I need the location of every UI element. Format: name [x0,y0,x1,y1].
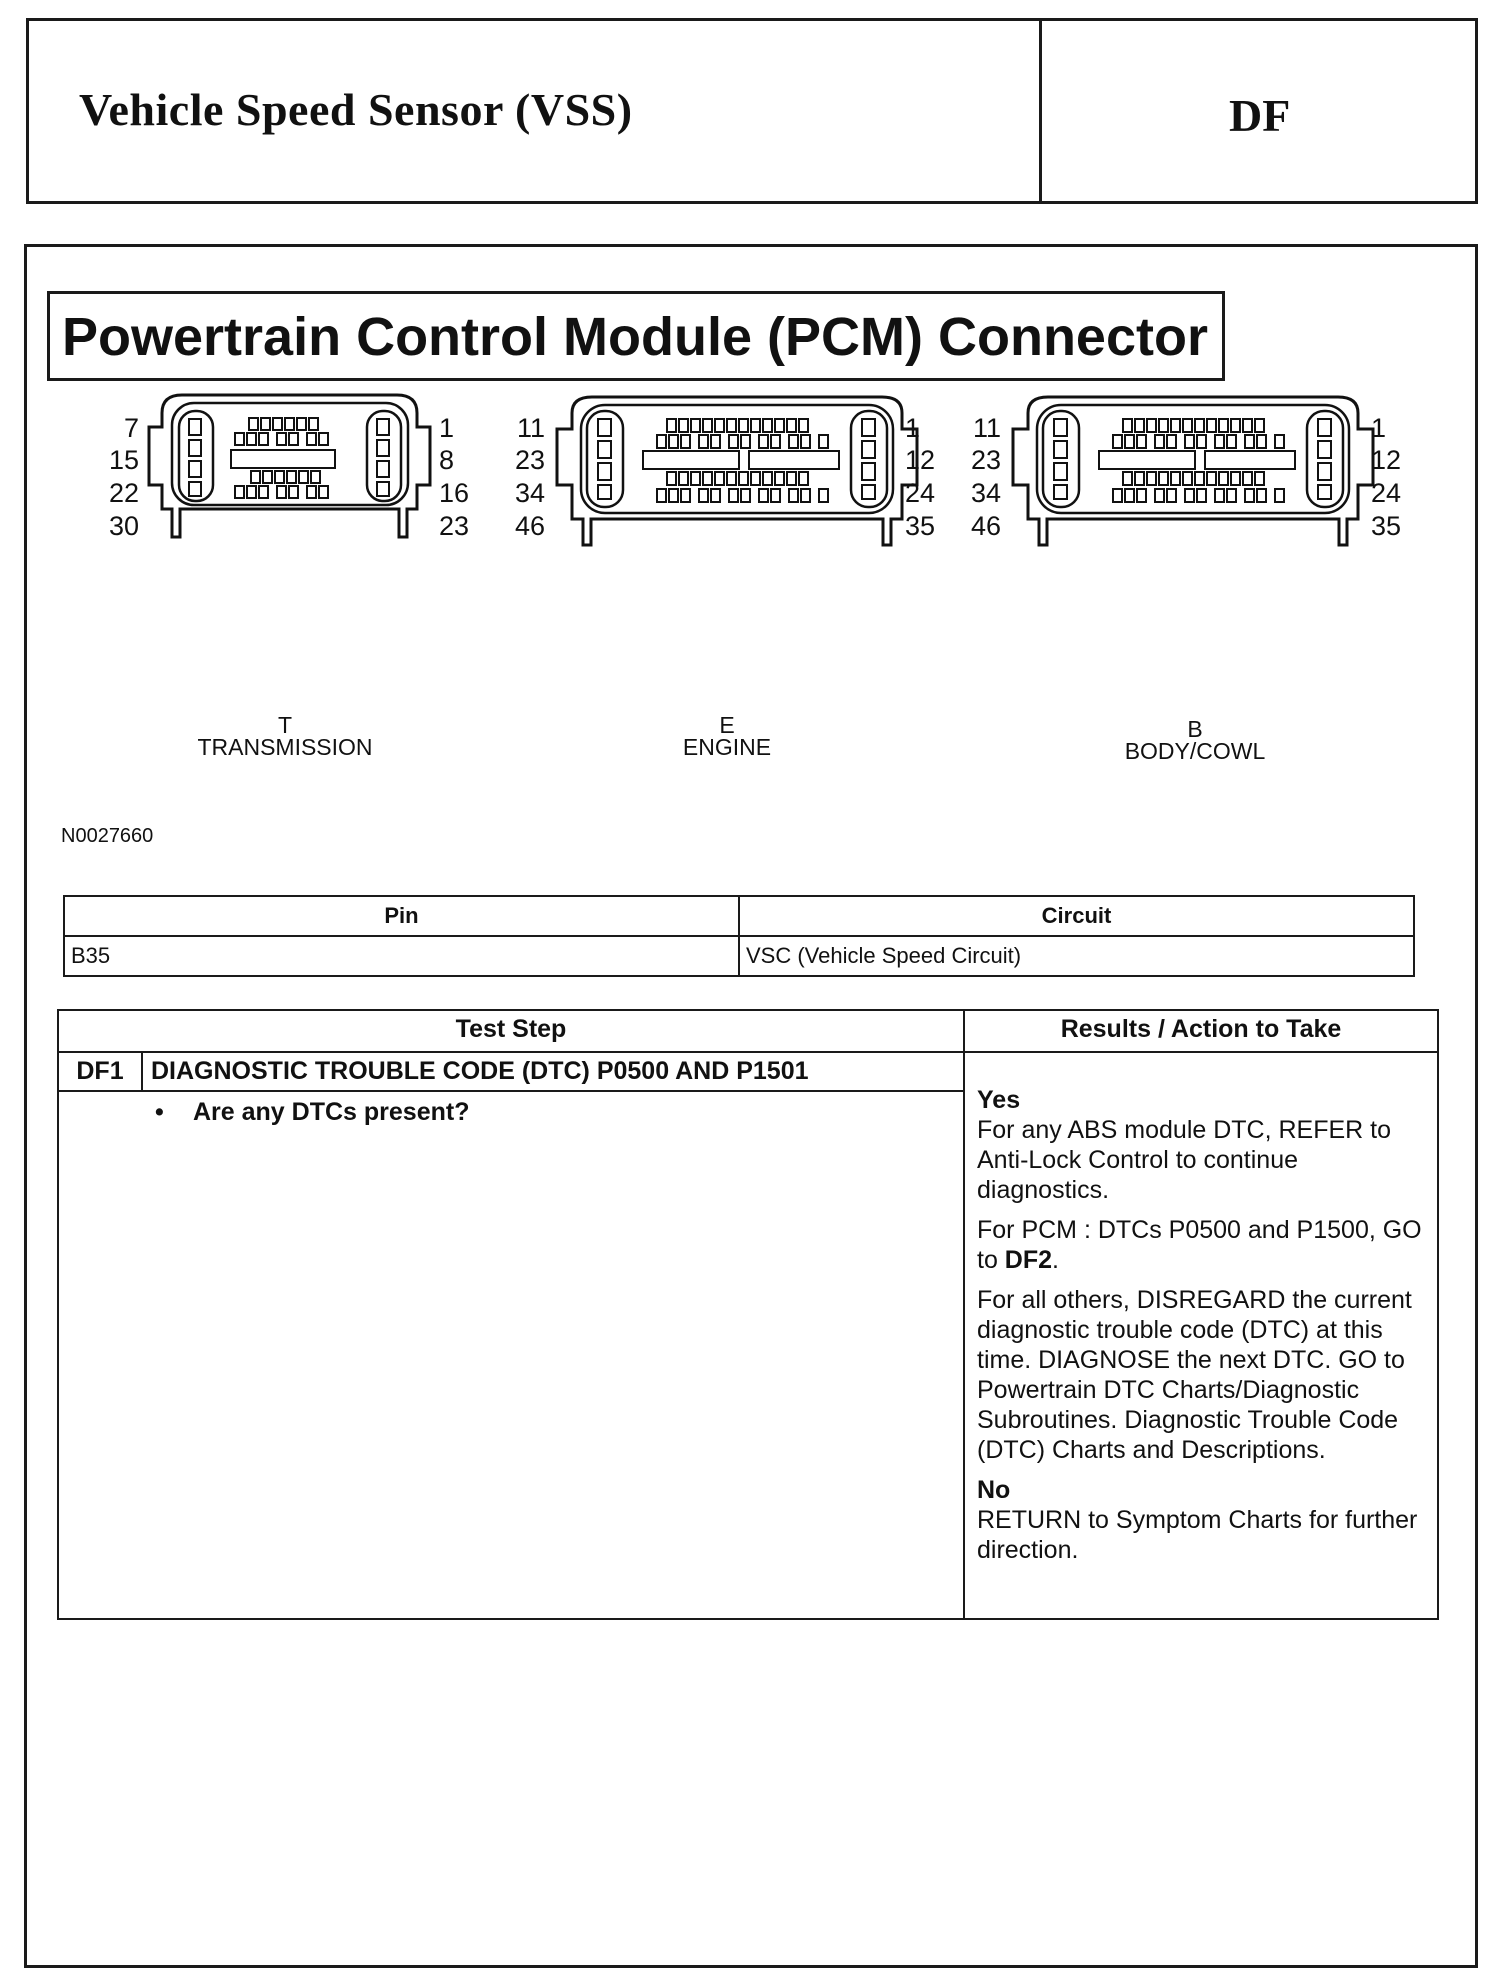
pin-label-left: 30 [108,511,139,541]
results-header: Results / Action to Take [964,1010,1438,1052]
pin-label-right: 24 [905,478,936,508]
pin-cell: B35 [64,936,739,976]
test-step-header: Test Step [58,1010,964,1052]
document-title: Vehicle Speed Sensor (VSS) [79,84,633,135]
pin-label-left: 11 [516,413,545,443]
pin-label-left: 34 [514,478,545,508]
connector-engine [515,397,935,760]
connector-letter: B [1187,716,1203,742]
step-title: DIAGNOSTIC TROUBLE CODE (DTC) P0500 AND P1501 [142,1052,964,1091]
connector-body-cowl [971,397,1401,764]
pin-label-right: 12 [905,445,936,475]
no-label: No [977,1476,1011,1504]
pin-label-left: 23 [514,445,545,475]
pin-label-right: 35 [905,511,936,541]
connector-name: ENGINE [682,734,772,760]
document-code: DF [1229,90,1291,141]
pin-label-right: 1 [439,413,455,443]
pin-label-left: 11 [972,413,1001,443]
connector-letter: T [277,712,293,738]
pin-label-right: 35 [1371,511,1402,541]
yes-paragraph-others: For all others, DISREGARD the current diagnostic trouble code (DTC) at this time. DIAGNOSE the next DTC. GO to Powertrain DTC Charts/Diagnostic Subroutines. Diagnostic Trouble Code (DTC) Charts and Descriptions. [977,1286,1412,1464]
main-content [24,244,1478,1968]
bullet-icon: • [155,1098,164,1126]
pin-column-header: Pin [64,896,739,936]
pin-label-left: 34 [970,478,1001,508]
pin-label-right: 12 [1371,445,1402,475]
page-header [26,18,1478,204]
pin-label-right: 23 [439,511,470,541]
pin-label-left: 22 [108,478,139,508]
pin-label-left: 46 [970,511,1001,541]
yes-paragraph-abs: For any ABS module DTC, REFER to Anti-Lock Control to continue diagnostics. [977,1116,1392,1204]
pin-label-right: 1 [905,413,921,443]
pin-label-left: 23 [970,445,1001,475]
pin-label-right: 8 [439,445,455,475]
pin-label-left: 7 [123,413,139,443]
connector-diagram [27,247,1475,807]
pin-label-right: 24 [1371,478,1402,508]
pin-label-right: 16 [439,478,470,508]
connector-transmission [109,395,469,760]
question-text: Are any DTCs present? [193,1098,470,1126]
circuit-cell: VSC (Vehicle Speed Circuit) [739,936,1414,976]
step-id: DF1 [58,1052,142,1091]
test-step-table [57,1009,1439,1620]
connector-name: TRANSMISSION [197,734,373,760]
step-question [155,1098,963,1127]
step-body [58,1091,964,1619]
yes-paragraph-pcm [977,1215,1431,1275]
pin-label-right: 1 [1371,413,1387,443]
results-cell [964,1052,1438,1619]
no-paragraph: RETURN to Symptom Charts for further direction. [977,1506,1418,1564]
pcm-text-end: . [1052,1246,1059,1274]
header-divider [1039,21,1042,201]
circuit-column-header: Circuit [739,896,1414,936]
connector-letter: E [719,712,735,738]
figure-id: N0027660 [61,825,154,847]
table-row [64,936,1414,976]
section-title: Powertrain Control Module (PCM) Connector [47,291,1225,381]
connector-name: BODY/COWL [1124,738,1266,764]
df2-link[interactable]: DF2 [1004,1246,1053,1274]
pin-table [63,895,1415,977]
pcm-text: For PCM : DTCs P0500 and P1500, GO to [977,1216,1422,1274]
yes-label: Yes [977,1086,1021,1114]
pin-label-left: 15 [108,445,139,475]
pin-label-left: 46 [514,511,545,541]
